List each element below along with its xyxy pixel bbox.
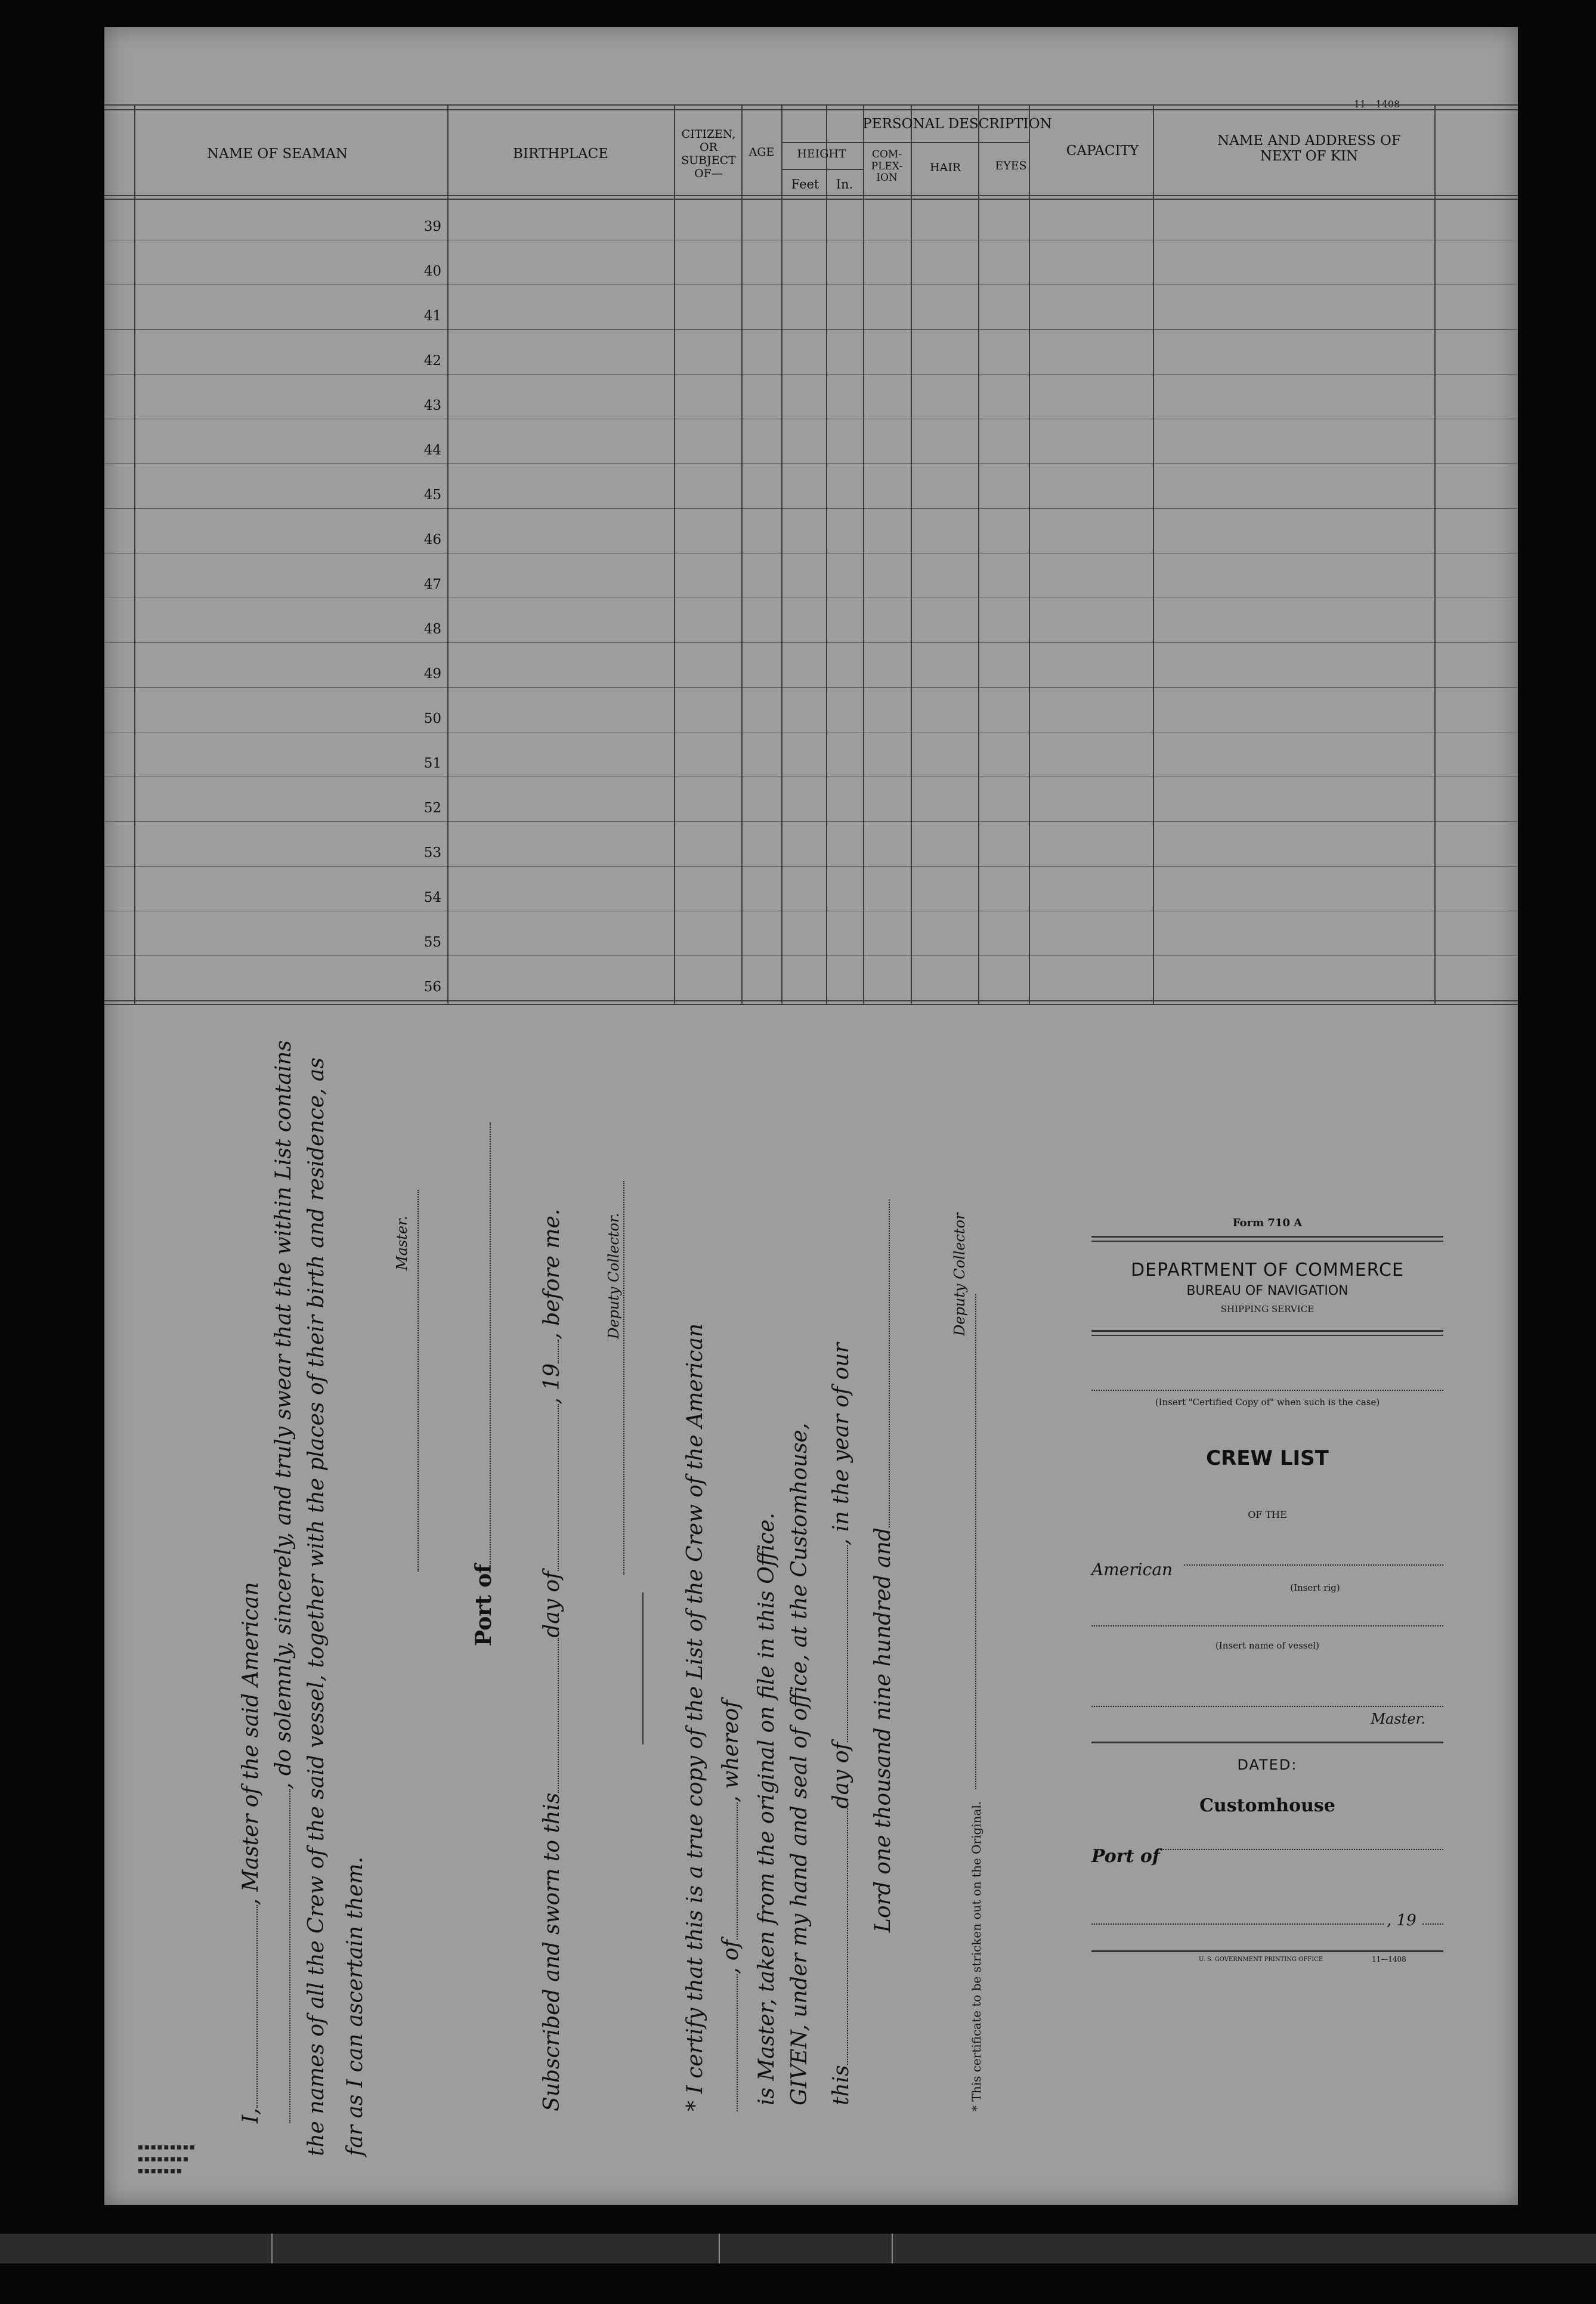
service-title: SHIPPING SERVICE: [1220, 1304, 1314, 1315]
table-rule: [104, 1004, 1518, 1005]
oath-line-3: the names of all the Crew of the said vessel, together with the places of their birth and residence, as: [304, 1057, 329, 2156]
header-personal-description: PERSONAL DESCRIPTION: [862, 116, 1052, 132]
certified-copy-line: [1091, 1390, 1443, 1391]
certificate-deputy-label: Deputy Collector: [951, 1213, 968, 1336]
certificate-line-6: Lord one thousand nine hundred and: [871, 1199, 895, 1932]
certificate-footnote: * This certificate to be stricken out on the Original.: [969, 1801, 983, 2111]
header-inches: In.: [836, 177, 853, 191]
table-column-rule: [447, 104, 449, 1004]
oath-port-of: Port of: [471, 1122, 496, 1646]
master-label: Master.: [1371, 1711, 1425, 1727]
oath-line-4: far as I can ascertain them.: [343, 1857, 367, 2156]
oath-subscribed: Subscribed and sworn to thisday of, 19, before me.: [540, 1208, 564, 2111]
row-number: 48: [423, 621, 441, 637]
american-label: American: [1091, 1560, 1173, 1579]
table-column-rule: [1434, 104, 1436, 1004]
row-number: 40: [423, 264, 441, 279]
certificate-deputy-line: [957, 1294, 982, 1789]
certificate-line-5: thisday of, in the year of our: [829, 1343, 853, 2105]
table-column-rule: [741, 104, 743, 1004]
header-birthplace: BIRTHPLACE: [512, 146, 609, 162]
cover-form-code: 11—1408: [1372, 1955, 1406, 1963]
table-column-rule: [863, 104, 864, 1004]
bureau-title: BUREAU OF NAVIGATION: [1186, 1284, 1348, 1298]
table-column-rule: [674, 104, 675, 1004]
table-column-rule: [911, 104, 912, 1004]
table-rule: [104, 508, 1518, 509]
table-rule: [104, 329, 1518, 330]
row-number: 44: [423, 443, 441, 458]
table-rule: [104, 955, 1518, 956]
header-citizen: CITIZEN, OR SUBJECT OF—: [681, 128, 736, 180]
header-capacity: CAPACITY: [1066, 143, 1139, 159]
row-number: 50: [423, 711, 441, 726]
crew-list-title: CREW LIST: [1206, 1446, 1329, 1470]
header-complexion: COM- PLEX- ION: [871, 149, 903, 184]
row-number: 51: [423, 756, 441, 771]
table-column-rule: [1153, 104, 1154, 1004]
row-number: 47: [423, 577, 441, 592]
divider-rule: [642, 1592, 644, 1745]
table-rule: [781, 142, 1029, 143]
header-hair: HAIR: [929, 161, 961, 174]
insert-certified-note: (Insert "Certified Copy of" when such is the case): [1155, 1397, 1380, 1408]
row-number: 43: [423, 398, 441, 413]
crew-table: [104, 104, 1518, 1032]
header-name-of-seaman: NAME OF SEAMAN: [207, 146, 348, 162]
certificate-line-1: * I certify that this is a true copy of the List of the Crew of the American: [683, 1323, 707, 2111]
oath-deputy-label: Deputy Collector.: [605, 1213, 622, 1339]
header-eyes: EYES: [995, 159, 1027, 172]
oath-master-label: Master.: [394, 1216, 410, 1270]
table-rule: [104, 284, 1518, 285]
table-rule: [104, 687, 1518, 688]
table-column-rule: [978, 104, 979, 1004]
row-number: 39: [423, 219, 441, 234]
port-line: [1160, 1849, 1443, 1850]
table-rule: [104, 109, 1518, 110]
cover-panel: [1091, 1217, 1443, 1971]
year-label: , 19: [1387, 1912, 1416, 1929]
scanner-edge: [0, 2234, 1596, 2263]
form-number: Form 710 A: [1232, 1217, 1303, 1229]
row-number: 46: [423, 532, 441, 548]
table-rule: [104, 642, 1518, 643]
date-line: [1091, 1923, 1384, 1925]
row-number: 45: [423, 487, 441, 503]
table-column-rule: [781, 104, 782, 1004]
table-rule: [104, 374, 1518, 375]
row-number: 54: [423, 890, 441, 905]
table-rule: [104, 463, 1518, 464]
insert-vessel-note: (Insert name of vessel): [1215, 1640, 1320, 1651]
row-number: 42: [423, 353, 441, 369]
customhouse-label: Customhouse: [1199, 1795, 1335, 1816]
port-of-label: Port of: [1091, 1846, 1160, 1867]
header-height: HEIGHT: [797, 147, 846, 160]
of-the-label: OF THE: [1248, 1509, 1287, 1520]
cover-rule-top: [1091, 1236, 1443, 1238]
row-number: 55: [423, 935, 441, 950]
table-column-rule: [1029, 104, 1030, 1004]
table-rule: [104, 1000, 1518, 1001]
header-age: AGE: [748, 146, 775, 159]
dated-label: DATED:: [1237, 1756, 1298, 1773]
certificate-line-3: is Master, taken from the original on file in this Office.: [754, 1513, 779, 2105]
oath-line-2: , do solemnly, sincerely, and truly swear that the within List contains: [271, 1040, 296, 2123]
table-rule: [104, 104, 1518, 106]
row-number: 56: [423, 979, 441, 995]
archive-stamp: ▪▪▪▪▪▪▪▪▪ ▪▪▪▪▪▪▪▪ ▪▪▪▪▪▪▪: [137, 2141, 196, 2177]
certificate-line-4: GIVEN, under my hand and seal of office, at the Customhouse,: [787, 1422, 812, 2105]
rig-line: [1184, 1564, 1443, 1566]
department-title: DEPARTMENT OF COMMERCE: [1131, 1260, 1404, 1281]
table-column-rule: [826, 104, 827, 1004]
certificate-line-2: , of, whereof: [719, 1700, 743, 2111]
table-column-rule: [134, 104, 135, 1004]
master-line: [1091, 1706, 1443, 1707]
row-number: 49: [423, 666, 441, 682]
header-feet: Feet: [791, 177, 819, 191]
header-next-of-kin: NAME AND ADDRESS OF NEXT OF KIN: [1217, 133, 1401, 165]
printing-office: U. S. GOVERNMENT PRINTING OFFICE: [1199, 1956, 1323, 1963]
vessel-line: [1091, 1625, 1443, 1626]
table-rule: [104, 199, 1518, 200]
oath-line-1: I,, Master of the said American: [239, 1582, 263, 2123]
insert-rig-note: (Insert rig): [1290, 1582, 1340, 1593]
table-rule: [104, 821, 1518, 822]
row-number: 52: [423, 800, 441, 816]
table-rule: [781, 169, 863, 170]
row-number: 41: [423, 308, 441, 324]
table-rule: [104, 866, 1518, 867]
table-rule: [104, 195, 1518, 196]
row-number: 53: [423, 845, 441, 861]
